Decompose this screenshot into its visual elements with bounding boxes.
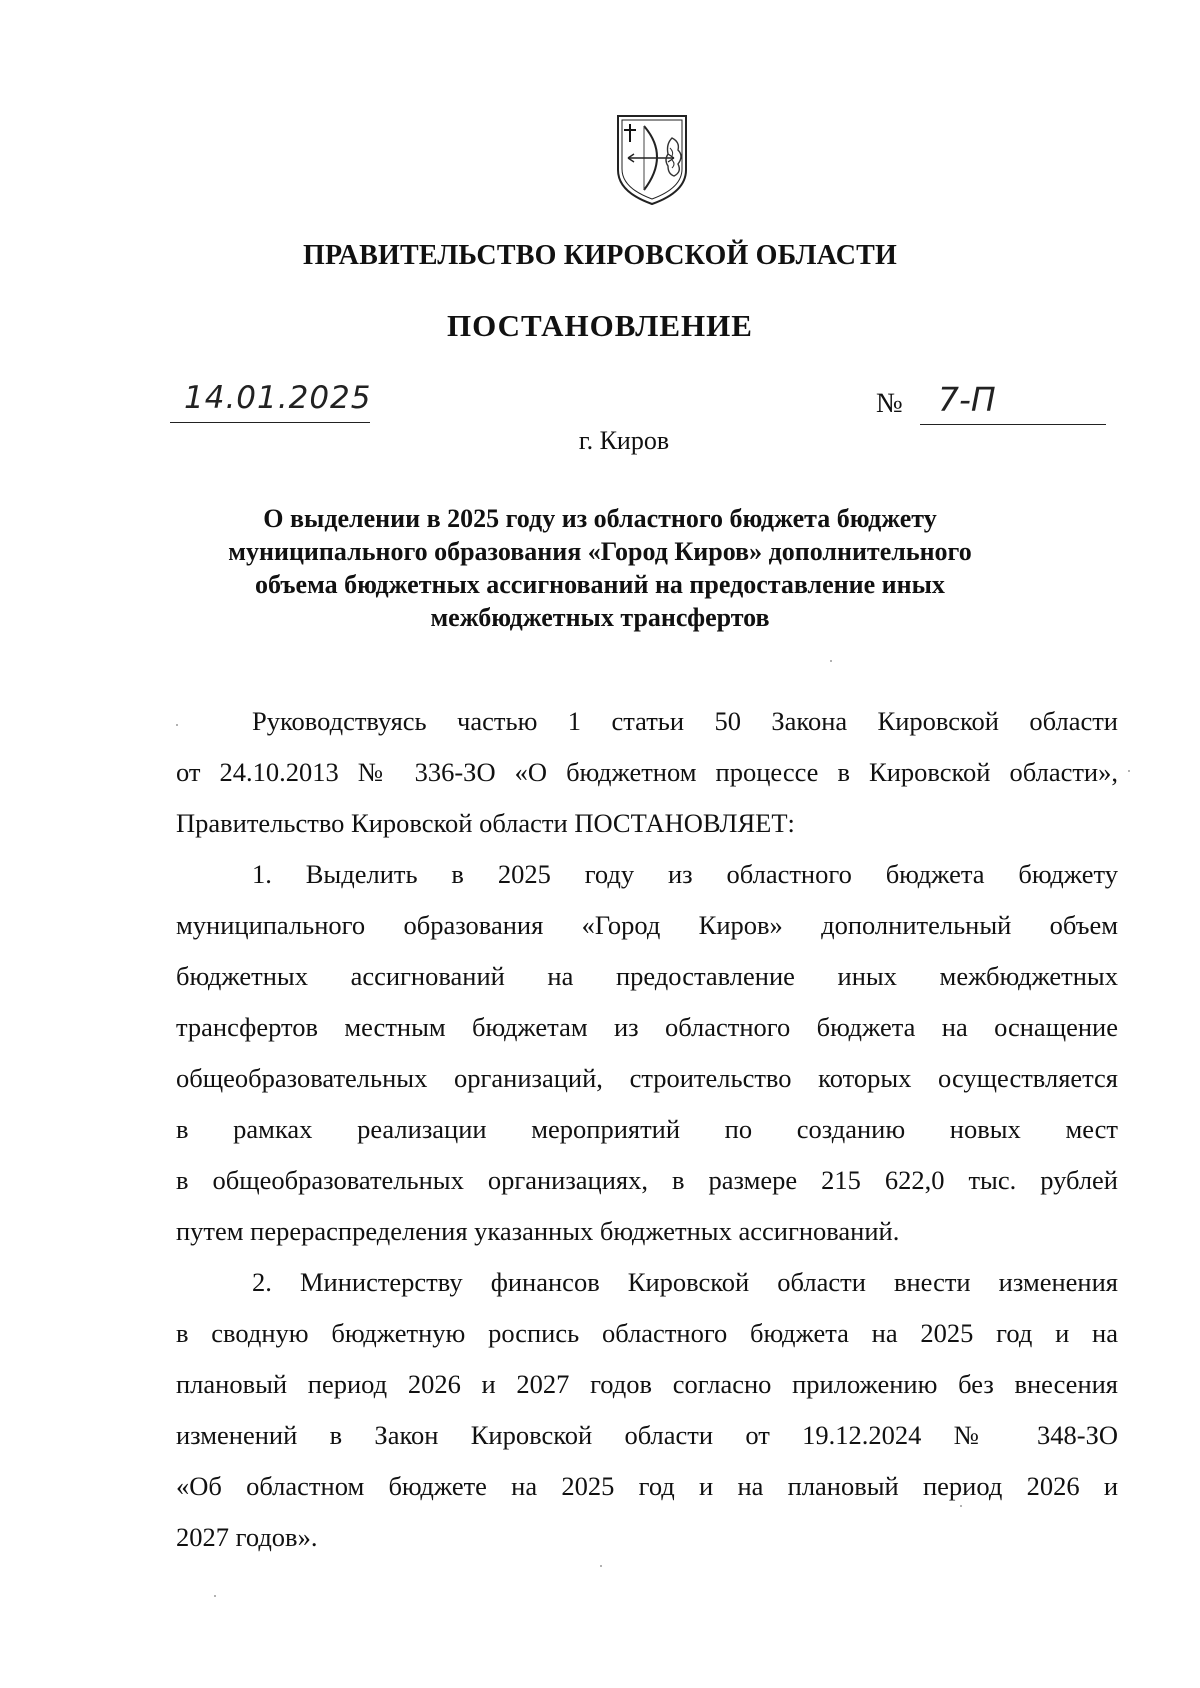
number-value: 7-П — [938, 380, 996, 419]
coat-of-arms-icon — [614, 112, 690, 208]
scan-speck — [176, 724, 178, 726]
body-line: от 24.10.2013 № 336-ЗО «О бюджетном процессе в Кировской области», — [176, 757, 1118, 787]
body-line: в общеобразовательных организациях, в размере 215 622,0 тыс. рублей — [176, 1165, 1118, 1195]
document-date — [170, 380, 370, 426]
body-line: 1. Выделить в 2025 году из областного бюджета бюджету — [252, 859, 1118, 889]
body-line: «Об областном бюджете на 2025 год и на плановый период 2026 и — [176, 1471, 1118, 1501]
subject-line: объема бюджетных ассигнований на предоставление иных — [255, 570, 945, 599]
body-line: Правительство Кировской области ПОСТАНОВЛЯЕТ: — [176, 808, 795, 838]
subject-line: муниципального образования «Город Киров» дополнительного — [228, 537, 972, 566]
document-type: ПОСТАНОВЛЕНИЕ — [447, 308, 753, 343]
government-title: ПРАВИТЕЛЬСТВО КИРОВСКОЙ ОБЛАСТИ — [302, 240, 897, 271]
body-line: муниципального образования «Город Киров» дополнительный объем — [176, 910, 1118, 940]
document-body — [176, 696, 1118, 1563]
body-line: 2027 годов». — [176, 1522, 318, 1552]
document-subject — [190, 502, 1010, 634]
number-sign: № — [876, 388, 903, 419]
body-line: путем перераспределения указанных бюджетных ассигнований. — [176, 1216, 900, 1246]
body-line: бюджетных ассигнований на предоставление иных межбюджетных — [176, 961, 1118, 991]
date-value: 14.01.2025 — [184, 380, 372, 416]
scan-speck — [600, 1565, 602, 1567]
body-line: 2. Министерству финансов Кировской области внести изменения — [252, 1267, 1118, 1297]
body-line: изменений в Закон Кировской области от 19.12.2024 № 348-ЗО — [176, 1420, 1118, 1450]
body-line: в сводную бюджетную роспись областного бюджета на 2025 год и на — [176, 1318, 1118, 1348]
body-line: в рамках реализации мероприятий по созданию новых мест — [176, 1114, 1118, 1144]
scan-speck — [1128, 770, 1130, 772]
document-number — [876, 382, 1106, 428]
scan-speck — [960, 1505, 962, 1507]
body-line: плановый период 2026 и 2027 годов согласно приложению без внесения — [176, 1369, 1118, 1399]
date-underline — [170, 422, 370, 423]
subject-line: О выделении в 2025 году из областного бюджета бюджету — [263, 504, 937, 533]
body-line: трансфертов местным бюджетам из областного бюджета на оснащение — [176, 1012, 1118, 1042]
subject-line: межбюджетных трансфертов — [430, 603, 770, 632]
body-line: общеобразовательных организаций, строительство которых осуществляется — [176, 1063, 1118, 1093]
scan-speck — [214, 1595, 216, 1597]
number-underline — [920, 424, 1106, 425]
scan-speck — [830, 660, 832, 662]
city: г. Киров — [578, 426, 670, 455]
body-line: Руководствуясь частью 1 статьи 50 Закона Кировской области — [252, 706, 1118, 736]
